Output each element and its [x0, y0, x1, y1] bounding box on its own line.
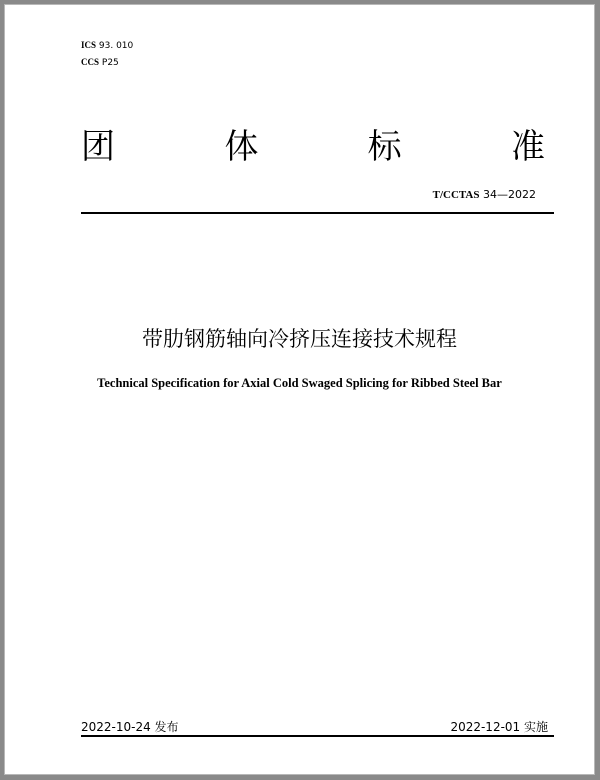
title-char-4: 准	[510, 127, 545, 167]
implement-date: 2022-12-01 实施	[450, 720, 548, 734]
english-title: Technical Specification for Axial Cold Swaged Splicing for Ribbed Steel Bar	[97, 376, 502, 390]
document-page	[4, 4, 595, 775]
title-char-2: 体	[224, 127, 259, 167]
title-char-3: 标	[367, 127, 402, 167]
top-divider	[81, 212, 554, 214]
standard-prefix: T/CCTAS	[432, 189, 480, 201]
ccs-value: P25	[101, 58, 119, 68]
ccs-label: CCS	[81, 57, 100, 67]
publish-date: 2022-10-24 发布	[81, 720, 179, 734]
standard-code: 34—2022	[483, 188, 536, 201]
bottom-divider	[81, 735, 554, 737]
ics-label: ICS	[81, 40, 97, 50]
ccs-code	[81, 57, 119, 68]
chinese-title: 带肋钢筋轴向冷挤压连接技术规程	[142, 327, 457, 351]
standard-number	[433, 188, 536, 201]
ics-code	[81, 40, 133, 51]
ics-value: 93. 010	[98, 41, 134, 51]
title-char-1: 团	[81, 127, 115, 167]
standard-type-title	[81, 123, 545, 171]
